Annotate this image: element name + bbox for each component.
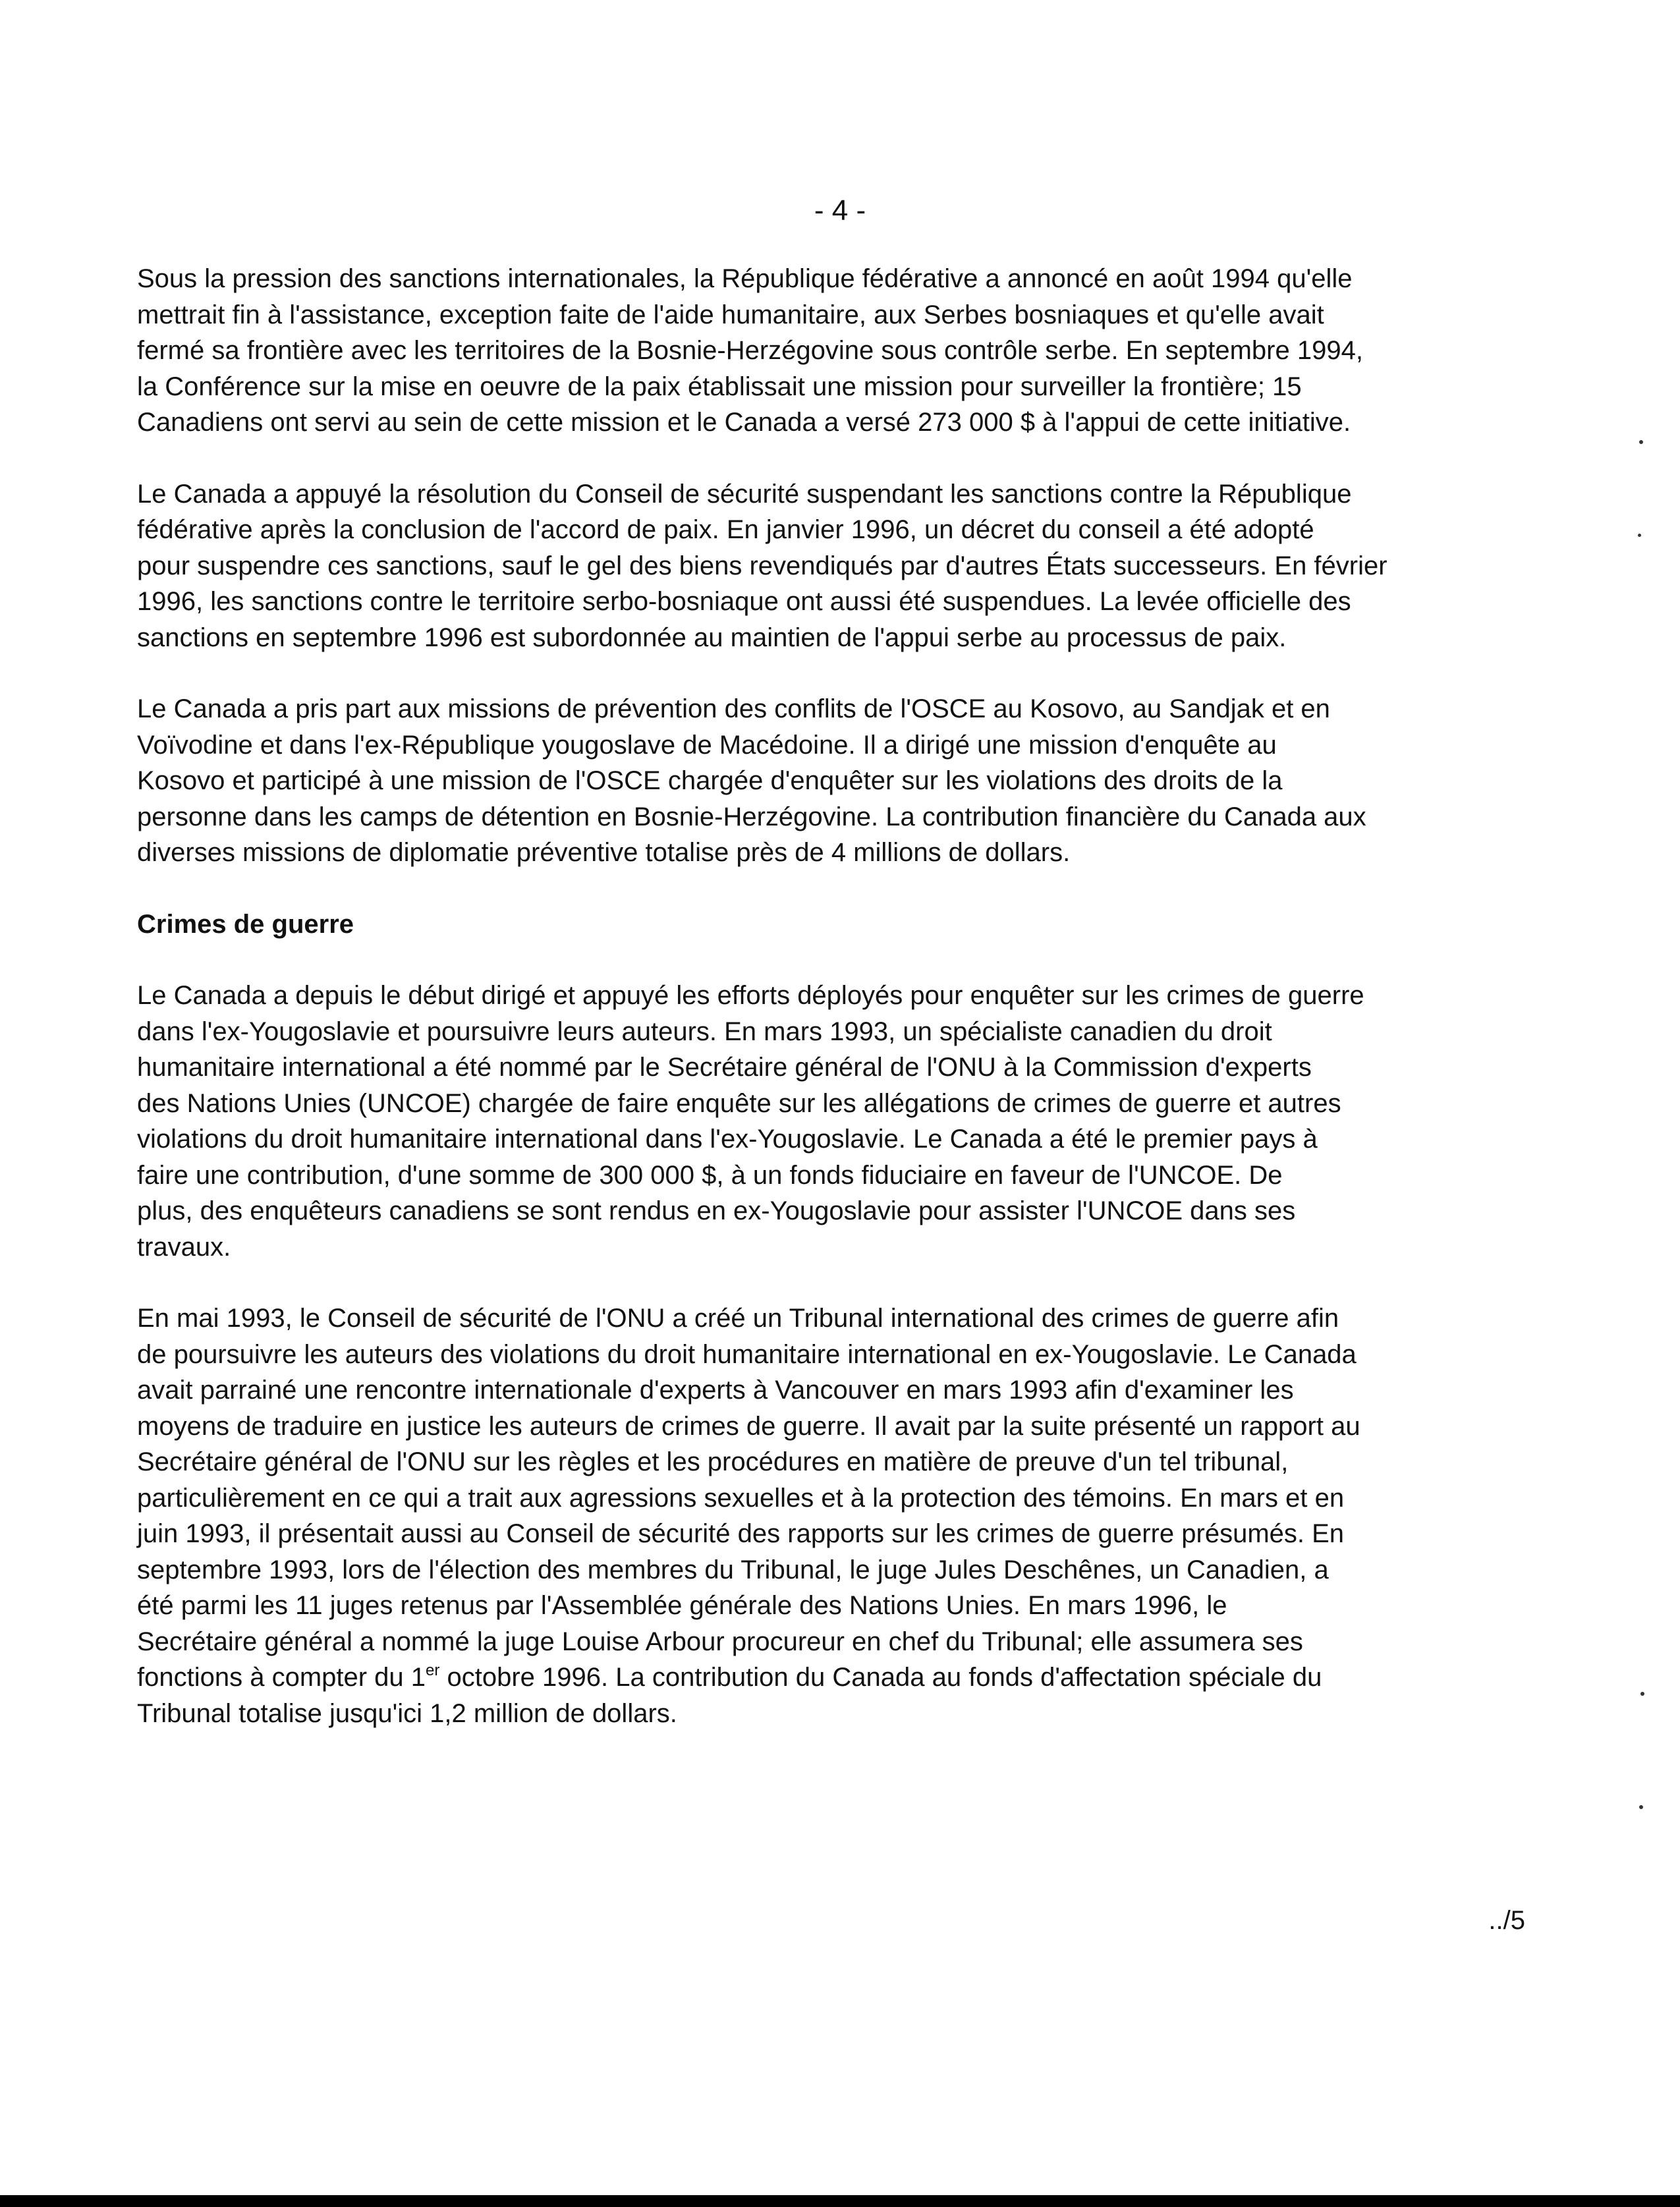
scan-speck	[1639, 1805, 1643, 1809]
paragraph-sanctions: Sous la pression des sanctions internationales, la République fédérative a annoncé en août 1994 qu'elle mettrait fin à l'assistance, exception faite de l'aide humanitaire, aux Serbes bosniaques et qu'elle avait fermé sa frontière avec les territoires de la Bosnie-Herzégovine sous contrôle serbe. En septembre 1994, la Conférence sur la mise en oeuvre de la paix établissait une mission pour surveiller la frontière; 15 Canadiens ont servi au sein de cette mission et le Canada a versé 273 000 $ à l'appui de cette initiative.	[137, 264, 1363, 437]
paragraph-tribunal-text-a: En mai 1993, le Conseil de sécurité de l'ONU a créé un Tribunal international des crimes de guerre afin de poursuivre les auteurs des violations du droit humanitaire international en ex-Yougoslavie. Le Canada avait parrainé une rencontre internationale d'experts à Vancouver en mars 1993 afin d'examiner les moyens de traduire en justice les auteurs de crimes de guerre. Il avait par la suite présenté un rapport au Secrétaire général de l'ONU sur les règles et les procédures en matière de preuve d'un tel tribunal, particulièrement en ce qui a trait aux agressions sexuelles et à la protection des témoins. En mars et en juin 1993, il présentait aussi au Conseil de sécurité des rapports sur les crimes de guerre présumés. En septembre 1993, lors de l'élection des membres du Tribunal, le juge Jules Deschênes, un Canadien, a été parmi les 11 juges retenus par l'Assemblée générale des Nations Unies. En mars 1996, le Secrétaire général a nommé la juge Louise Arbour procureur en chef du Tribunal; elle assumera ses fonctions à compter du 1	[137, 1304, 1360, 1692]
paragraph-suspension: Le Canada a appuyé la résolution du Conseil de sécurité suspendant les sanctions contre la République fédérative après la conclusion de l'accord de paix. En janvier 1996, un décret du conseil a été adopté pour suspendre ces sanctions, sauf le gel des biens revendiqués par d'autres États successeurs. En février 1996, les sanctions contre le territoire serbo-bosniaque ont aussi été suspendues. La levée officielle des sanctions en septembre 1996 est subordonnée au maintien de l'appui serbe au processus de paix.	[137, 479, 1387, 652]
paragraph-osce-missions: Le Canada a pris part aux missions de prévention des conflits de l'OSCE au Kosovo, au Sandjak et en Voïvodine et dans l'ex-République yougoslave de Macédoine. Il a dirigé une mission d'enquête au Kosovo et participé à une mission de l'OSCE chargée d'enquêter sur les violations des droits de la personne dans les camps de détention en Bosnie-Herzégovine. La contribution financière du Canada aux diverses missions de diplomatie préventive totalise près de 4 millions de dollars.	[137, 694, 1366, 867]
section-heading-war-crimes: Crimes de guerre	[137, 909, 354, 939]
ordinal-superscript: er	[426, 1662, 440, 1679]
document-body	[137, 261, 1521, 1767]
scan-speck	[1639, 440, 1643, 444]
paragraph-tribunal	[137, 1300, 1521, 1731]
scan-speck	[1638, 534, 1641, 537]
page-number: - 4 -	[814, 194, 866, 227]
scan-speck	[1640, 1692, 1644, 1696]
continuation-marker: ../5	[1488, 1906, 1525, 1935]
scan-bottom-border	[0, 2195, 1680, 2207]
paragraph-tribunal-text-b: octobre 1996. La contribution du Canada au fonds d'affectation spéciale du Tribunal totalise jusqu'ici 1,2 million de dollars.	[137, 1663, 1322, 1728]
paragraph-uncoe: Le Canada a depuis le début dirigé et appuyé les efforts déployés pour enquêter sur les crimes de guerre dans l'ex-Yougoslavie et poursuivre leurs auteurs. En mars 1993, un spécialiste canadien du droit humanitaire international a été nommé par le Secrétaire général de l'ONU à la Commission d'experts des Nations Unies (UNCOE) chargée de faire enquête sur les allégations de crimes de guerre et autres violations du droit humanitaire international dans l'ex-Yougoslavie. Le Canada a été le premier pays à faire une contribution, d'une somme de 300 000 $, à un fonds fiduciaire en faveur de l'UNCOE. De plus, des enquêteurs canadiens se sont rendus en ex-Yougoslavie pour assister l'UNCOE dans ses travaux.	[137, 981, 1364, 1262]
